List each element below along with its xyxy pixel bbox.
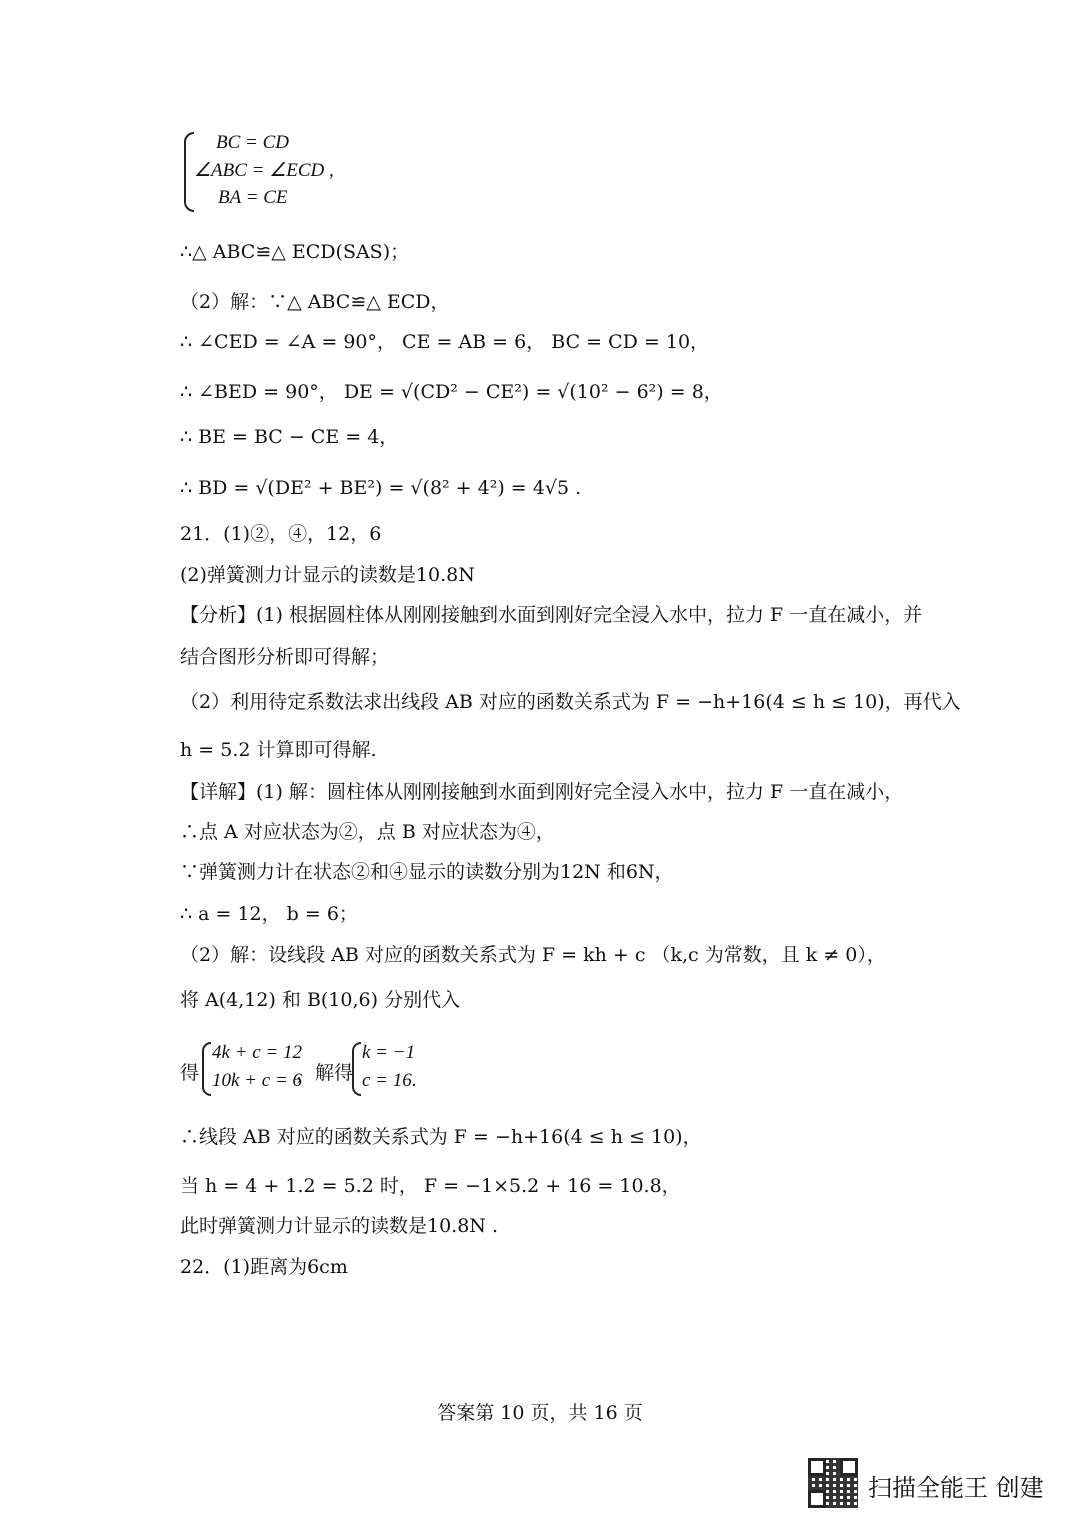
text-line: （2）利用待定系数法求出线段 AB 对应的函数关系式为 F = −h+16(4 ≤ h ≤ 10)，再代入 [180,691,961,713]
text-line: （2）解：设线段 AB 对应的函数关系式为 F = kh + c （k,c 为常数，且 k ≠ 0）， [180,944,886,966]
equation-system-2 [180,1040,440,1098]
text-line: ∴ ∠BED = 90°， DE = √(CD² − CE²) = √(10² − 6²) = 8， [180,381,723,403]
page-footer: 答案第 10 页，共 16 页 [437,1402,643,1424]
text-line: 此时弹簧测力计显示的读数是10.8N . [180,1215,499,1237]
system-prefix: 得 [180,1062,200,1084]
text-line: (2)弹簧测力计显示的读数是10.8N [180,564,475,586]
text-line: ∴ BE = BC − CE = 4， [180,426,399,448]
system-suffix: . [412,1070,417,1091]
system-row: k = −1 [362,1042,416,1063]
left-brace [202,1042,211,1096]
system-row: 4k + c = 12 [212,1042,303,1063]
system-middle: ，解得 [296,1062,354,1084]
text-line: （2）解：∵△ ABC≌△ ECD， [180,291,450,313]
qr-code-icon [808,1458,858,1508]
text-line: 【分析】(1) 根据圆柱体从刚刚接触到水面到刚好完全浸入水中，拉力 F 一直在减小，并 [180,604,923,626]
text-line: 【详解】(1) 解：圆柱体从刚刚接触到水面到刚好完全浸入水中，拉力 F 一直在减小， [180,781,904,803]
text-line: ∵弹簧测力计在状态②和④显示的读数分别为12N 和6N， [180,861,674,883]
system-row: 10k + c = 6 [212,1070,303,1091]
text-line: 当 h = 4 + 1.2 = 5.2 时， F = −1×5.2 + 16 = 10.8， [180,1175,681,1197]
text-line: 结合图形分析即可得解； [180,646,390,668]
text-line: h = 5.2 计算即可得解. [180,739,377,761]
text-line: ∴点 A 对应状态为②，点 B 对应状态为④， [180,821,555,843]
system-row: ∠ABC = ∠ECD , [194,160,334,181]
text-line: 将 A(4,12) 和 B(10,6) 分别代入 [180,989,461,1011]
system-row: BA = CE [218,187,288,208]
system-row: c = 16 [362,1070,412,1091]
text-line: 21．(1)②，④，12，6 [180,523,382,545]
text-line: 22．(1)距离为6cm [180,1256,348,1278]
text-line: ∴线段 AB 对应的函数关系式为 F = −h+16(4 ≤ h ≤ 10)， [180,1126,702,1148]
text-line: ∴△ ABC≌△ ECD(SAS)； [180,241,410,263]
left-brace [352,1042,361,1096]
text-line: ∴ BD = √(DE² + BE²) = √(8² + 4²) = 4√5 . [180,477,582,499]
system-row: BC = CD [216,132,289,153]
text-line: ∴ a = 12， b = 6； [180,903,358,925]
equation-system-1 [180,130,380,212]
left-brace [184,132,194,212]
scanner-watermark [808,1458,1058,1510]
watermark-text: 扫描全能王 创建 [868,1474,1044,1502]
text-line: ∴ ∠CED = ∠A = 90°， CE = AB = 6， BC = CD = 10， [180,331,710,353]
